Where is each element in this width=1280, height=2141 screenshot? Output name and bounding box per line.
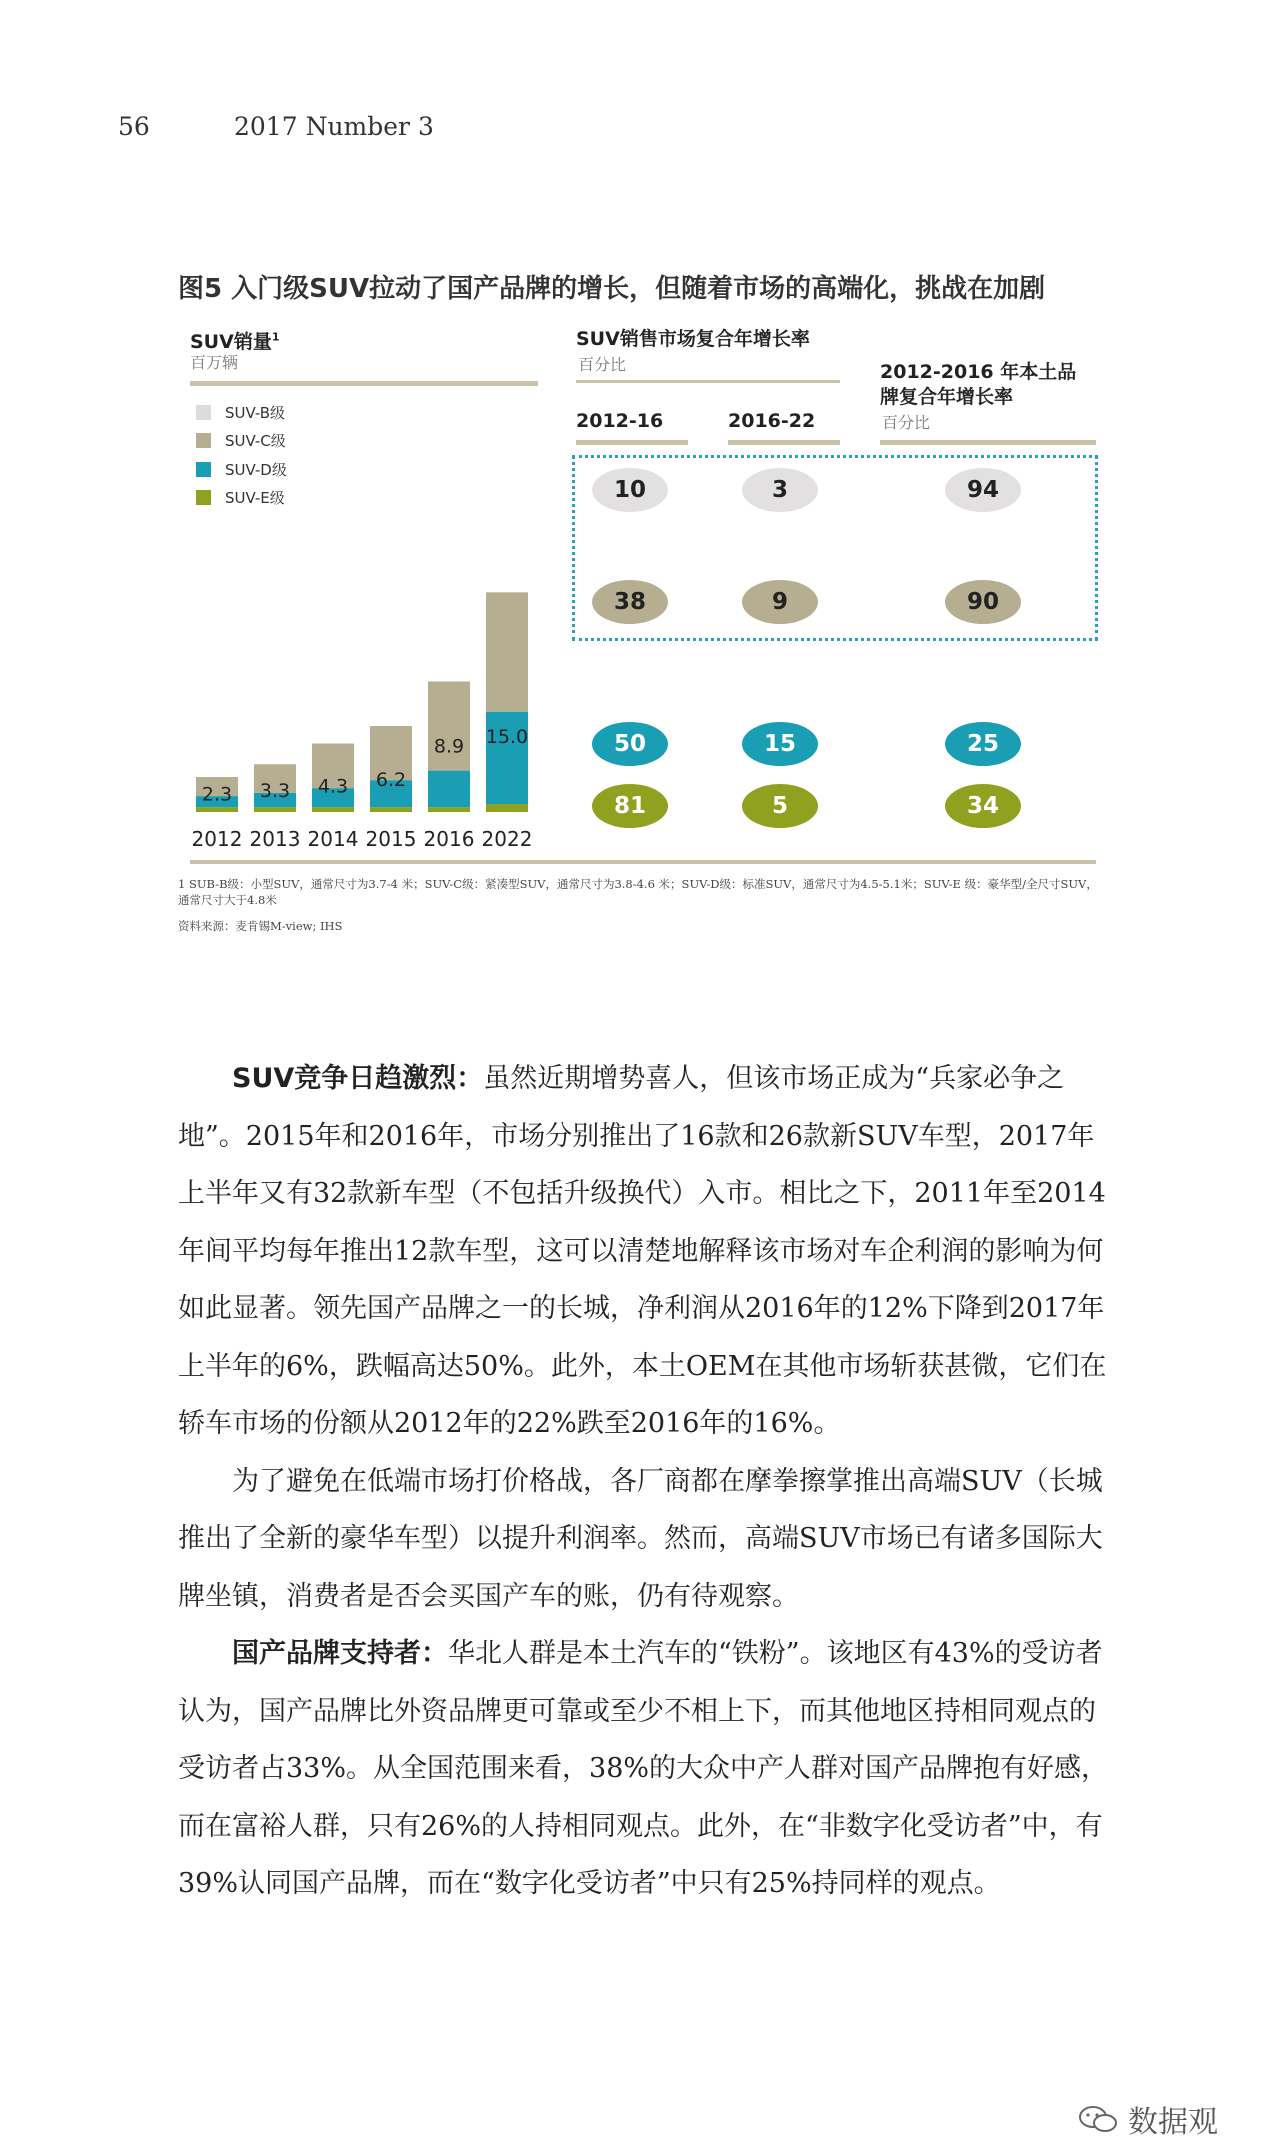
bar-total-label: 3.3	[259, 780, 291, 803]
paragraph-2-text: 为了避免在低端市场打价格战，各厂商都在摩拳擦掌推出高端SUV（长城推出了全新的豪华车型）以提升利润率。然而，高端SUV市场已有诸多国际大牌坐镇，消费者是否会买国产车的账，仍有待观察。	[178, 1465, 1103, 1612]
paragraph-1-lead: SUV竞争日趋激烈：	[232, 1063, 484, 1094]
bar-segment-2016-1	[428, 807, 470, 812]
paragraph-3-lead: 国产品牌支持者：	[232, 1638, 448, 1669]
watermark-text: 数据观	[1128, 2105, 1218, 2140]
pill-c-2016-22: 9	[742, 580, 818, 624]
paragraph-3-text: 华北人群是本土汽车的“铁粉”。该地区有43%的受访者认为，国产品牌比外资品牌更可靠或至少不相上下，而其他地区持相同观点的受访者占33%。从全国范围来看，38%的大众中产人群对国产品牌抱有好感，而在富裕人群，只有26%的人持相同观点。此外，在“非数字化受访者”中，有39%认同国产品牌，而在“数字化受访者”中只有25%持同样的观点。	[178, 1638, 1109, 1899]
col3-rule	[880, 440, 1096, 445]
sales-rule	[190, 381, 538, 386]
bar-segment-2022-1	[486, 804, 528, 812]
bar-segment-2012-1	[196, 807, 238, 812]
pill-d-2012-16: 50	[592, 722, 668, 766]
pill-b-2016-22: 3	[742, 468, 818, 512]
figure-title: 图5 入门级SUV拉动了国产品牌的增长，但随着市场的高端化，挑战在加剧	[178, 274, 1046, 304]
legend-label: SUV-E级	[225, 489, 285, 508]
x-tick-label: 2016	[423, 827, 475, 851]
pill-e-2016-22: 5	[742, 784, 818, 828]
pill-b-local: 94	[945, 468, 1021, 512]
local-cagr-heading-line1: 2012-2016 年本土品	[880, 361, 1077, 383]
article-body	[178, 1050, 1118, 1913]
paragraph-1-text: 虽然近期增势喜人，但该市场正成为“兵家必争之地”。2015年和2016年，市场分别推出了16款和26款新SUV车型，2017年上半年又有32款新车型（不包括升级换代）入市。相比之下，2011年至2014年间平均每年推出12款车型，这可以清楚地解释该市场对车企利润的影响为何如此显著。领先国产品牌之一的长城，净利润从2016年的12%下降到2017年上半年的6%，跌幅高达50%。此外，本土OEM在其他市场斩获甚微，它们在轿车市场的份额从2012年的22%跌至2016年的16%。	[178, 1063, 1107, 1439]
x-tick-label: 2012	[191, 827, 243, 851]
cagr-unit: 百分比	[578, 355, 627, 374]
paragraph-3	[178, 1625, 1118, 1913]
cagr-rule	[576, 380, 840, 383]
legend-label: SUV-D级	[225, 460, 287, 479]
pill-d-local: 25	[945, 722, 1021, 766]
pill-e-local: 34	[945, 784, 1021, 828]
sales-unit: 百万辆	[190, 353, 239, 372]
x-tick-label: 2014	[307, 827, 359, 851]
col2-rule	[728, 440, 840, 445]
pill-e-2012-16: 81	[592, 784, 668, 828]
wechat-icon	[1078, 2105, 1118, 2133]
bar-segment-2022-3	[486, 592, 528, 711]
bar-total-label: 8.9	[433, 735, 465, 758]
x-tick-label: 2015	[365, 827, 417, 851]
bar-segment-2013-1	[254, 807, 296, 812]
cagr-heading: SUV销售市场复合年增长率	[576, 328, 810, 350]
bar-total-label: 4.3	[317, 775, 349, 798]
pill-c-local: 90	[945, 580, 1021, 624]
bar-total-label: 2.3	[201, 783, 233, 806]
col-2012-16: 2012-16	[576, 410, 664, 432]
bar-total-label: 6.2	[375, 769, 407, 792]
bar-total-label: 15.0	[485, 726, 529, 749]
sales-heading-footnote-mark: 1	[271, 330, 280, 344]
x-tick-label: 2022	[481, 827, 533, 851]
chart-bottom-rule	[190, 860, 1096, 864]
issue-label: 2017 Number 3	[234, 112, 434, 141]
figure-footnote: 1 SUB-B级：小型SUV，通常尺寸为3.7-4 米；SUV-C级：紧凑型SUV，通常尺寸为3.8-4.6 米；SUV-D级：标准SUV，通常尺寸为4.5-5.1米；SUV-E 级：豪华型/全尺寸SUV，通常尺寸大于4.8米	[178, 877, 1098, 907]
watermark	[1078, 2097, 1218, 2141]
bar-segment-2016-2	[428, 771, 470, 808]
suv-sales-bar-chart	[178, 390, 538, 860]
local-cagr-heading-line2: 牌复合年增长率	[880, 386, 1014, 408]
bar-segment-2014-1	[312, 807, 354, 812]
legend-label: SUV-C级	[225, 432, 286, 451]
sales-heading-text: SUV销量	[190, 331, 272, 353]
pill-b-2012-16: 10	[592, 468, 668, 512]
x-tick-label: 2013	[249, 827, 301, 851]
pill-d-2016-22: 15	[742, 722, 818, 766]
legend-label: SUV-B级	[225, 403, 286, 422]
page-number: 56	[118, 112, 150, 141]
pill-c-2012-16: 38	[592, 580, 668, 624]
col-2016-22: 2016-22	[728, 410, 816, 432]
paragraph-2	[178, 1453, 1118, 1626]
figure-source: 资料来源：麦肯锡M-view; IHS	[178, 919, 343, 933]
paragraph-1	[178, 1050, 1118, 1453]
col1-rule	[576, 440, 688, 445]
local-cagr-unit: 百分比	[882, 413, 931, 432]
bar-segment-2015-1	[370, 807, 412, 812]
